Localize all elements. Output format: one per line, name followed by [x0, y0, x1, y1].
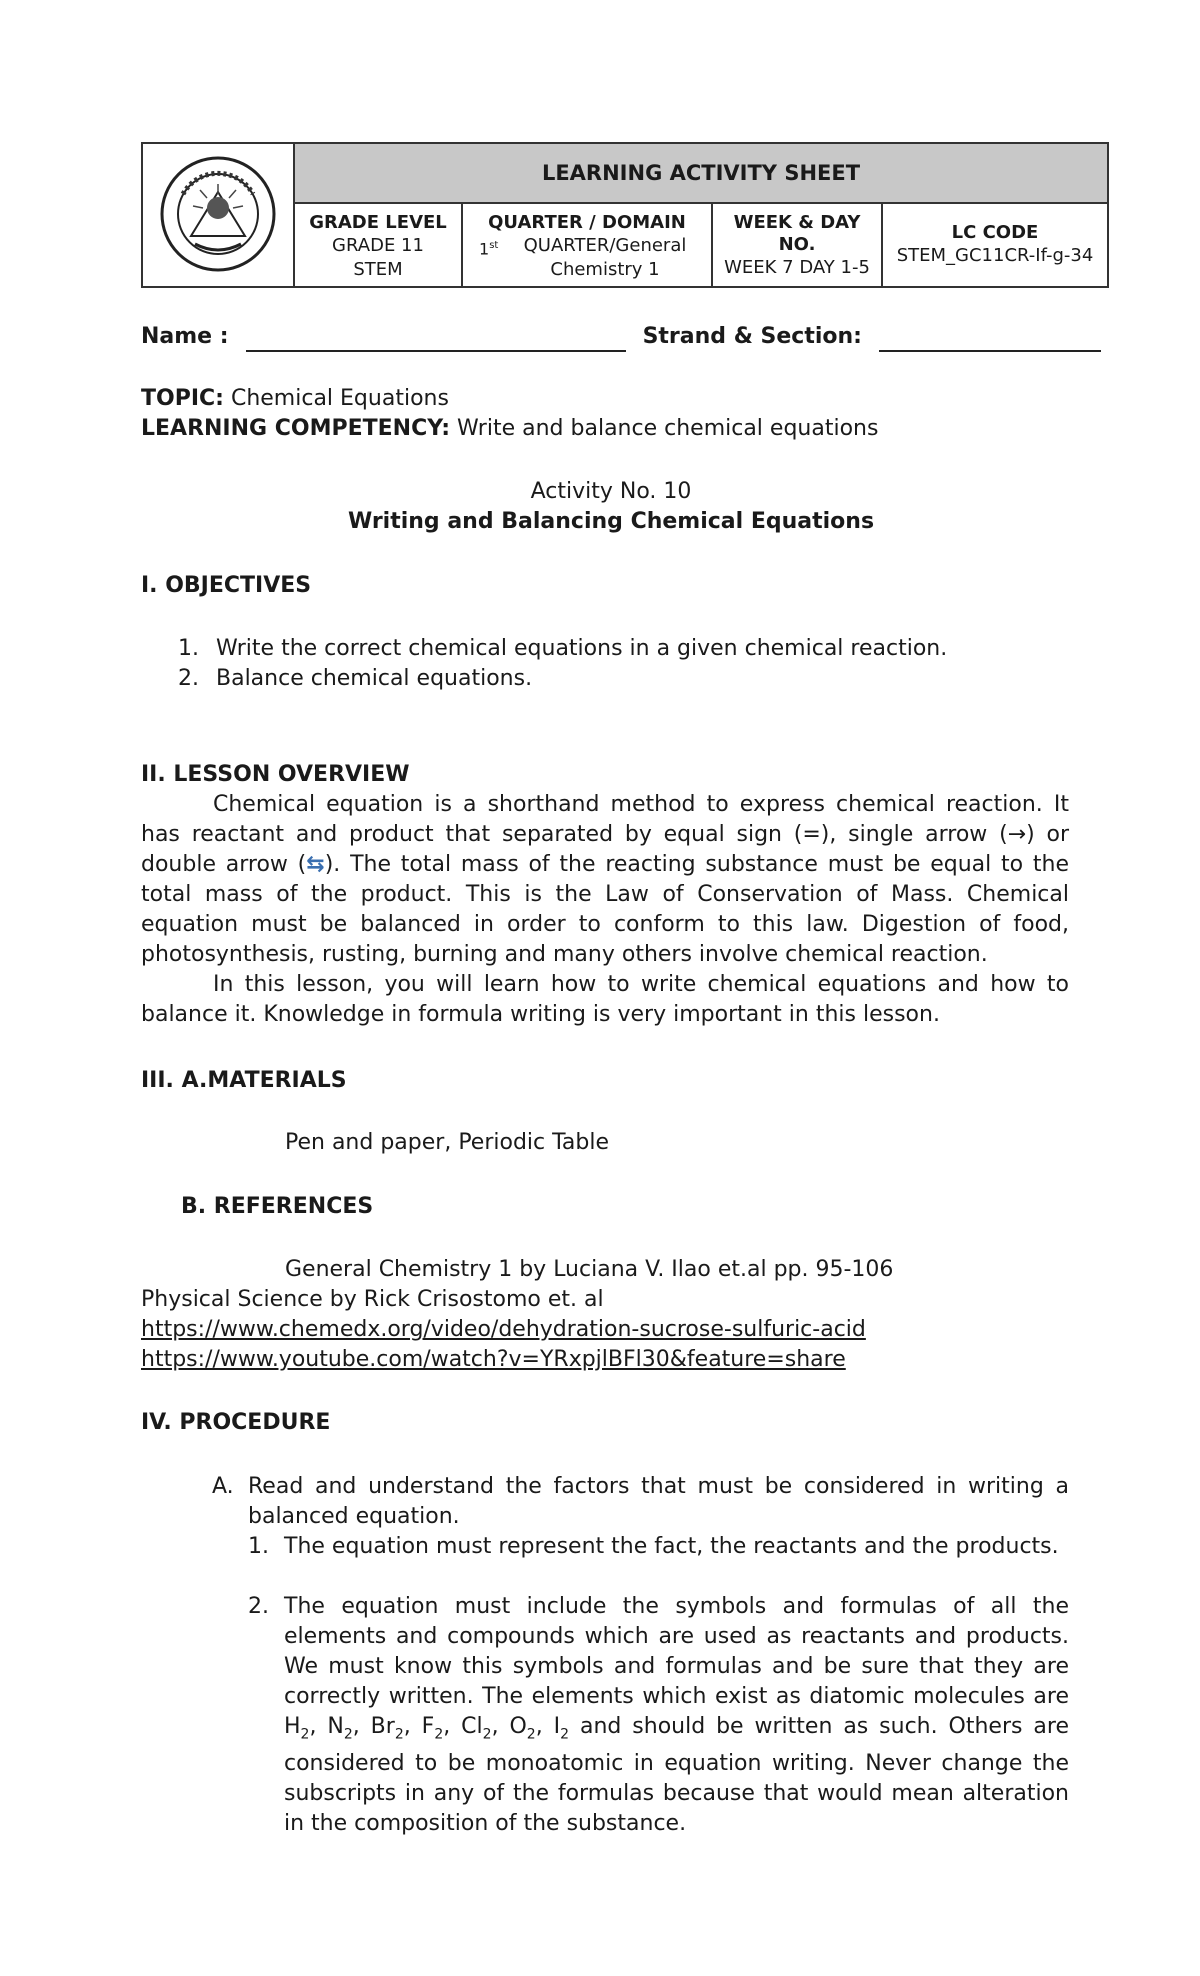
lc-code-value: STEM_GC11CR-If-g-34 — [896, 245, 1094, 266]
references-heading: B. REFERENCES — [181, 1194, 374, 1219]
procedure-a-label: A. — [212, 1474, 234, 1499]
week-day-cell — [713, 204, 883, 286]
objectives-heading: I. OBJECTIVES — [141, 573, 312, 598]
week-day-label-no: NO. — [778, 234, 816, 255]
procedure-a-text: Read and understand the factors that must be considered in writing a balanced equation. — [248, 1474, 1069, 1529]
topic-value: Chemical Equations — [230, 386, 449, 411]
quarter-cell — [463, 204, 713, 286]
procedure-item-text: The equation must represent the fact, the reactants and the products. — [284, 1534, 1059, 1559]
procedure-heading: IV. PROCEDURE — [141, 1410, 331, 1435]
objective-num: 2. — [178, 666, 199, 691]
week-day-value: WEEK 7 DAY 1-5 — [724, 257, 870, 278]
sheet-title: LEARNING ACTIVITY SHEET — [295, 144, 1107, 204]
objective-text: Balance chemical equations. — [216, 666, 533, 691]
overview-paragraph-2: In this lesson, you will learn how to write chemical equations and how to balance it. Knowledge in formula writing is very important in this lesson. — [141, 972, 1069, 1027]
grade-level-value: GRADE 11 — [332, 235, 424, 256]
deped-seal-logo — [143, 144, 293, 284]
logo-cell — [143, 144, 295, 286]
procedure-item-num: 1. — [248, 1534, 269, 1559]
competency-label: LEARNING COMPETENCY: — [141, 416, 451, 441]
activity-title: Writing and Balancing Chemical Equations — [347, 509, 875, 534]
quarter-prefix: 1 — [479, 239, 490, 259]
quarter-sup: st — [489, 240, 499, 251]
name-line — [141, 322, 1101, 352]
topic-line — [141, 384, 449, 414]
topic-label: TOPIC: — [141, 386, 224, 411]
grade-level-cell — [295, 204, 463, 286]
section-label: Strand & Section: — [642, 324, 862, 349]
materials-heading: III. A.MATERIALS — [141, 1068, 347, 1093]
lc-code-cell — [883, 204, 1107, 286]
overview-heading: II. LESSON OVERVIEW — [141, 762, 410, 787]
grade-level-strand: STEM — [353, 259, 403, 280]
reference-item: General Chemistry 1 by Luciana V. Ilao et.al pp. 95-106 — [285, 1257, 894, 1282]
procedure-item-text: The equation must include the symbols and formulas of all the elements and compounds which are used as reactants and products. We must know this symbols and formulas and be sure that they are correctly written. The elements which exist as diatomic molecules are $H_2$, $N_2$, $Br_2$, $F_2$, $Cl_2$, $O_2$, $I_2$ and should be written as such. Others are considered to be monoatomic in equation writing. Never change the subscripts in any of the formulas because that would mean alteration in the composition of the substance. — [284, 1594, 1069, 1837]
quarter-subject: Chemistry 1 — [550, 259, 660, 280]
reference-link[interactable]: https://www.youtube.com/watch?v=YRxpjlBFl30&feature=share — [141, 1347, 846, 1372]
week-day-label: WEEK & DAY — [733, 212, 861, 233]
objective-text: Write the correct chemical equations in a given chemical reaction. — [216, 636, 948, 661]
name-label: Name : — [141, 324, 229, 349]
quarter-value: QUARTER/General — [523, 235, 687, 256]
objective-item — [178, 664, 532, 694]
reference-link[interactable]: https://www.chemedx.org/video/dehydration-sucrose-sulfuric-acid — [141, 1317, 866, 1342]
materials-text: Pen and paper, Periodic Table — [285, 1130, 610, 1155]
grade-level-label: GRADE LEVEL — [309, 212, 447, 233]
competency-line — [141, 414, 878, 444]
objective-num: 1. — [178, 636, 199, 661]
reference-item: Physical Science by Rick Crisostomo et. al — [141, 1287, 604, 1312]
name-field[interactable] — [246, 328, 626, 352]
quarter-label: QUARTER / DOMAIN — [488, 212, 686, 233]
overview-paragraph-1: Chemical equation is a shorthand method to express chemical reaction. It has reactant and product that separated by equal sign (=), single arrow (→) or double arrow (⇆). The total mass of the reacting substance must be equal to the total mass of the product. This is the Law of Conservation of Mass. Chemical equation must be balanced in order to conform to this law. Digestion of food, photosynthesis, rusting, burning and many others involve chemical reaction. — [141, 792, 1069, 967]
double-arrow-icon: ⇆ — [306, 852, 325, 877]
competency-value: Write and balance chemical equations — [457, 416, 879, 441]
procedure-item-num: 2. — [248, 1594, 269, 1619]
activity-number: Activity No. 10 — [530, 479, 692, 504]
header-table — [141, 142, 1109, 288]
section-field[interactable] — [879, 328, 1101, 352]
lc-code-label: LC CODE — [951, 222, 1039, 243]
objective-item — [178, 634, 947, 664]
